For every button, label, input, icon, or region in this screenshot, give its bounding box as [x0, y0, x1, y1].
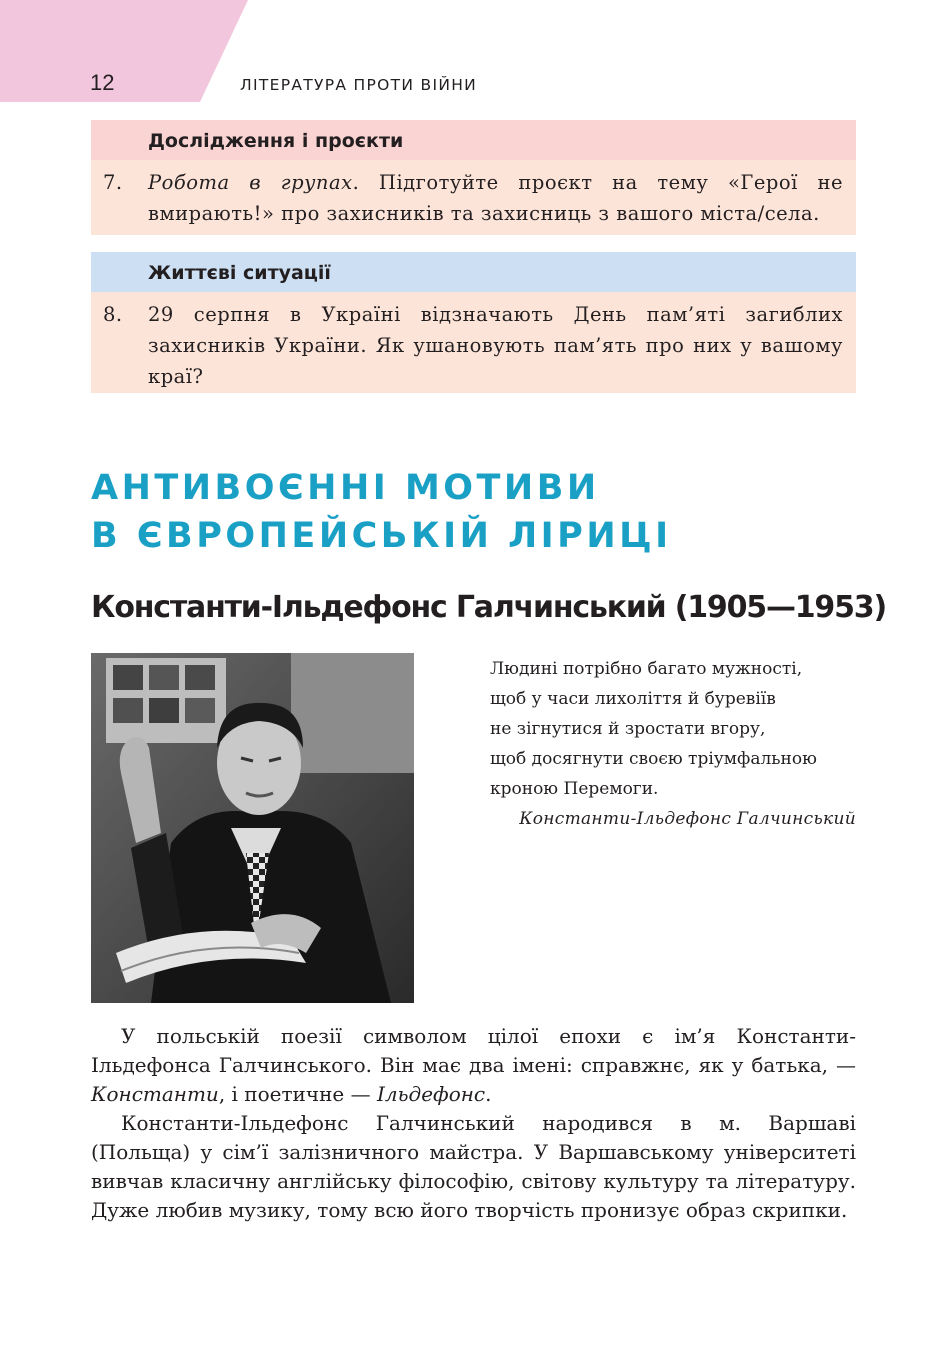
task-text	[148, 171, 843, 225]
page-corner-decoration	[0, 0, 248, 102]
epigraph	[490, 654, 856, 834]
task-box-life	[91, 252, 856, 393]
body-italic-run: Константи	[91, 1082, 219, 1106]
epigraph-line: не зігнутися й зростати вгору,	[490, 719, 766, 739]
task-box-research	[91, 120, 856, 235]
section-title	[91, 464, 672, 560]
epigraph-line: щоб у часи лихоліття й буревіїв	[490, 689, 776, 709]
author-heading: Константи-Ільдефонс Галчинський (1905—1953)	[91, 590, 886, 625]
body-text-run: .	[485, 1082, 492, 1106]
task-text: 29 серпня в Україні відзначають День пам’яті загиблих захисників України. Як ушановують пам’ять про них у вашому краї?	[148, 303, 843, 388]
body-text	[91, 1022, 856, 1225]
task-item	[91, 160, 856, 235]
task-box-heading: Дослідження і проєкти	[91, 120, 856, 160]
section-title-line: АНТИВОЄННІ МОТИВИ	[91, 468, 600, 508]
epigraph-signature: Константи-Ільдефонс Галчинський	[519, 809, 856, 829]
epigraph-line: Людині потрібно багато мужності,	[490, 659, 803, 679]
section-title-line: В ЄВРОПЕЙСЬКІЙ ЛІРИЦІ	[91, 516, 672, 556]
author-portrait	[91, 653, 414, 1003]
body-paragraph	[91, 1022, 856, 1109]
body-text-run: , і поетичне —	[218, 1082, 377, 1106]
body-italic-run: Ільдефонс	[377, 1082, 486, 1106]
task-number: 7.	[103, 171, 123, 194]
task-item	[91, 292, 856, 393]
epigraph-line: щоб досягнути своєю тріумфальною	[490, 749, 817, 769]
running-title: ЛІТЕРАТУРА ПРОТИ ВІЙНИ	[240, 76, 478, 94]
task-italic-lead: Робота в групах	[148, 171, 353, 194]
epigraph-line: кроною Перемоги.	[490, 779, 659, 799]
task-box-heading: Життєві ситуації	[91, 252, 856, 292]
task-text-rest: . Підготуйте проєкт на тему «Герої не вмирають!» про захисників та захисниць з вашого міста/села.	[148, 171, 844, 225]
portrait-photo	[91, 653, 414, 1003]
page-number: 12	[90, 70, 115, 95]
body-paragraph: Константи-Ільдефонс Галчинський народився в м. Варшаві (Польща) у сім’ї залізничного майстра. У Варшавському університеті вивчав класичну англійську філософію, світову культуру та літературу. Дуже любив музику, тому всю його творчість пронизує образ скрипки.	[91, 1111, 856, 1222]
task-number: 8.	[103, 303, 123, 326]
body-text-run: У польській поезії символом цілої епохи є ім’я Константи-Ільдефонса Галчинського. Він має два імені: справжнє, як у батька, —	[91, 1024, 856, 1077]
